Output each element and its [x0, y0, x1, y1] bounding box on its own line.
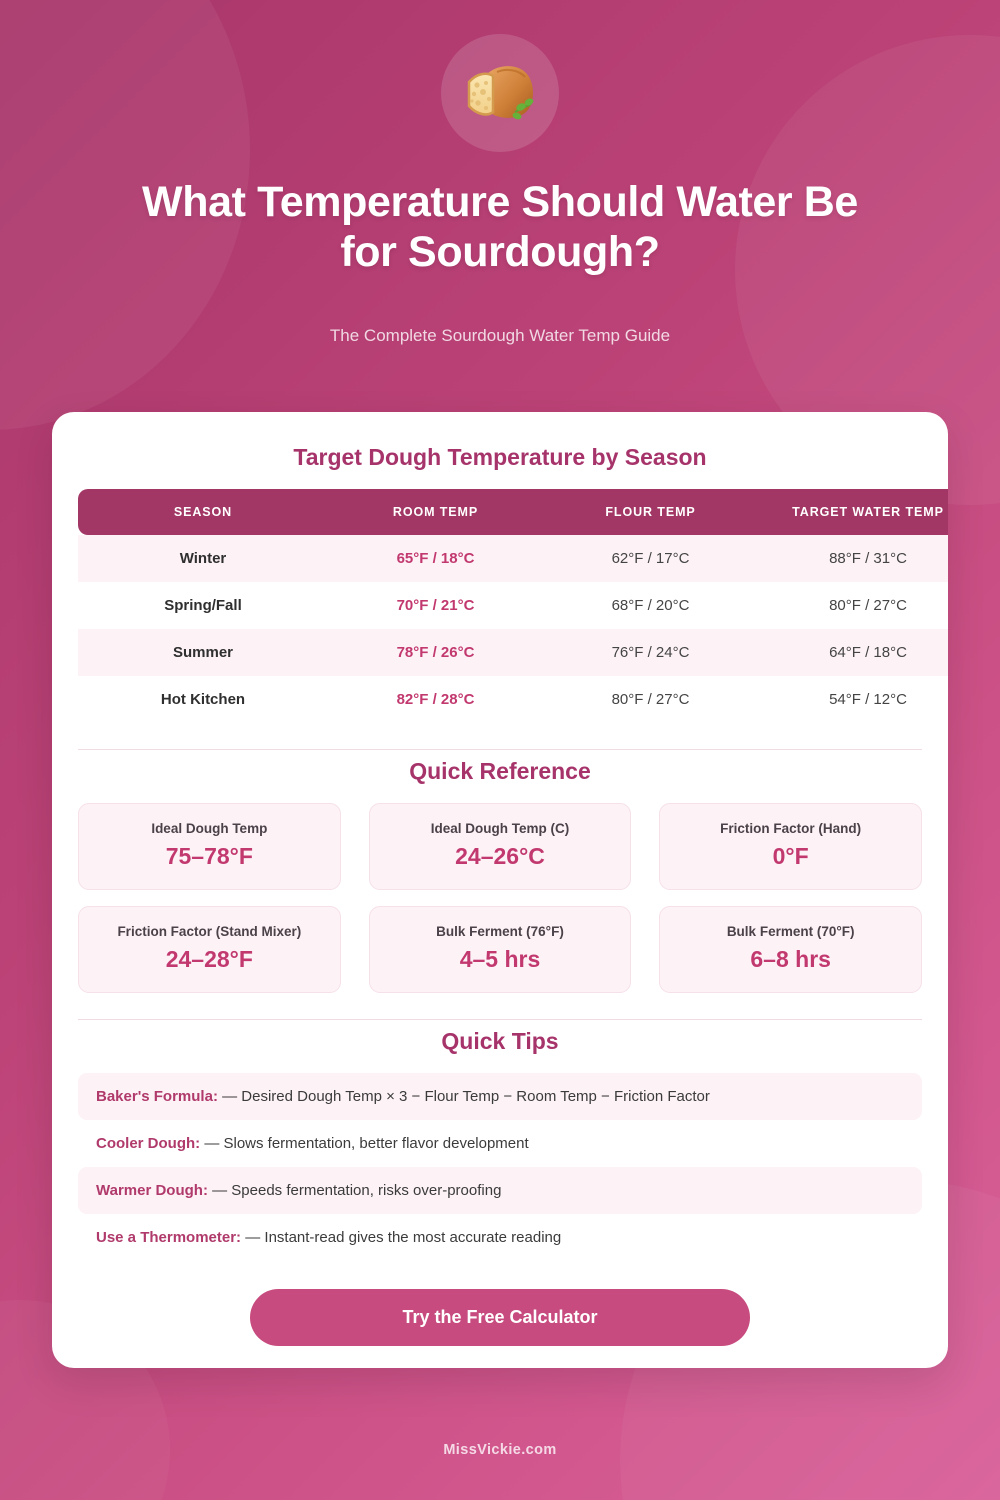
tip-item	[78, 1214, 922, 1261]
cell-room-temp: 70°F / 21°C	[328, 582, 543, 629]
season-temperature-table	[78, 489, 948, 723]
cell-flour-temp: 76°F / 24°C	[543, 629, 758, 676]
quick-reference-card	[369, 803, 632, 890]
quick-reference-card	[369, 906, 632, 993]
quick-reference-value: 0°F	[772, 843, 809, 869]
quick-reference-value: 6–8 hrs	[750, 946, 831, 972]
try-free-calculator-button[interactable]: Try the Free Calculator	[250, 1289, 750, 1346]
bread-loaf-icon	[459, 52, 541, 134]
quick-reference-grid	[78, 803, 922, 993]
cell-target-water-temp: 80°F / 27°C	[758, 582, 948, 629]
column-header-season: SEASON	[78, 489, 328, 535]
cell-target-water-temp: 54°F / 12°C	[758, 676, 948, 723]
cell-room-temp: 82°F / 28°C	[328, 676, 543, 723]
quick-reference-value: 24–26°C	[455, 843, 545, 869]
tip-text: — Slows fermentation, better flavor development	[200, 1135, 529, 1152]
quick-reference-label: Bulk Ferment (70°F)	[726, 924, 855, 939]
cell-target-water-temp: 88°F / 31°C	[758, 535, 948, 582]
quick-reference-value: 4–5 hrs	[459, 946, 541, 972]
cell-room-temp: 78°F / 26°C	[328, 629, 543, 676]
tip-text: — Speeds fermentation, risks over-proofing	[207, 1182, 502, 1199]
quick-tips-title: Quick Tips	[441, 1028, 559, 1054]
tip-label: Cooler Dough:	[96, 1135, 201, 1152]
tip-label: Baker's Formula:	[96, 1088, 218, 1105]
table-row	[78, 629, 948, 676]
tip-label: Use a Thermometer:	[96, 1229, 242, 1246]
tip-label: Warmer Dough:	[96, 1182, 208, 1199]
cell-target-water-temp: 64°F / 18°C	[758, 629, 948, 676]
quick-reference-card	[78, 906, 341, 993]
quick-reference-title: Quick Reference	[409, 758, 591, 784]
cell-flour-temp: 62°F / 17°C	[543, 535, 758, 582]
page-title: What Temperature Should Water Be for Sourdough?	[142, 178, 858, 276]
tip-item	[78, 1167, 922, 1214]
column-header-flour-temp: FLOUR TEMP	[543, 489, 758, 535]
tip-text: — Instant-read gives the most accurate reading	[241, 1229, 562, 1246]
table-header-row	[78, 489, 948, 535]
season-table-wrapper	[52, 489, 948, 723]
tip-item	[78, 1073, 922, 1120]
table-row	[78, 535, 948, 582]
quick-reference-card	[659, 906, 922, 993]
tip-item	[78, 1120, 922, 1167]
column-header-target-water-temp: TARGET WATER TEMP	[758, 489, 948, 535]
cell-flour-temp: 80°F / 27°C	[543, 676, 758, 723]
quick-reference-label: Bulk Ferment (76°F)	[436, 924, 564, 939]
content-card	[52, 412, 948, 1368]
column-header-room-temp: ROOM TEMP	[328, 489, 543, 535]
tip-text: — Desired Dough Temp × 3 − Flour Temp − Room Temp − Friction Factor	[217, 1088, 710, 1105]
page-subtitle: The Complete Sourdough Water Temp Guide	[329, 325, 671, 345]
cell-flour-temp: 68°F / 20°C	[543, 582, 758, 629]
section-divider	[78, 1019, 922, 1020]
cell-season: Hot Kitchen	[78, 676, 328, 723]
footer-brand: MissVickie.com	[443, 1442, 557, 1458]
cell-season: Winter	[78, 535, 328, 582]
section-divider	[78, 749, 922, 750]
header	[0, 0, 1000, 346]
cta-container	[78, 1289, 922, 1346]
cell-season: Summer	[78, 629, 328, 676]
quick-reference-label: Friction Factor (Stand Mixer)	[117, 924, 302, 939]
table-row	[78, 582, 948, 629]
quick-reference-label: Ideal Dough Temp	[151, 821, 268, 836]
hero-icon-badge	[441, 34, 559, 152]
quick-reference-card	[78, 803, 341, 890]
cell-room-temp: 65°F / 18°C	[328, 535, 543, 582]
cell-season: Spring/Fall	[78, 582, 328, 629]
quick-reference-label: Ideal Dough Temp (C)	[430, 821, 570, 836]
table-section-title: Target Dough Temperature by Season	[293, 444, 707, 470]
quick-reference-value: 24–28°F	[165, 946, 253, 972]
quick-reference-card	[659, 803, 922, 890]
table-row	[78, 676, 948, 723]
quick-tips-list	[78, 1073, 922, 1261]
quick-reference-value: 75–78°F	[165, 843, 253, 869]
quick-reference-label: Friction Factor (Hand)	[720, 821, 862, 836]
